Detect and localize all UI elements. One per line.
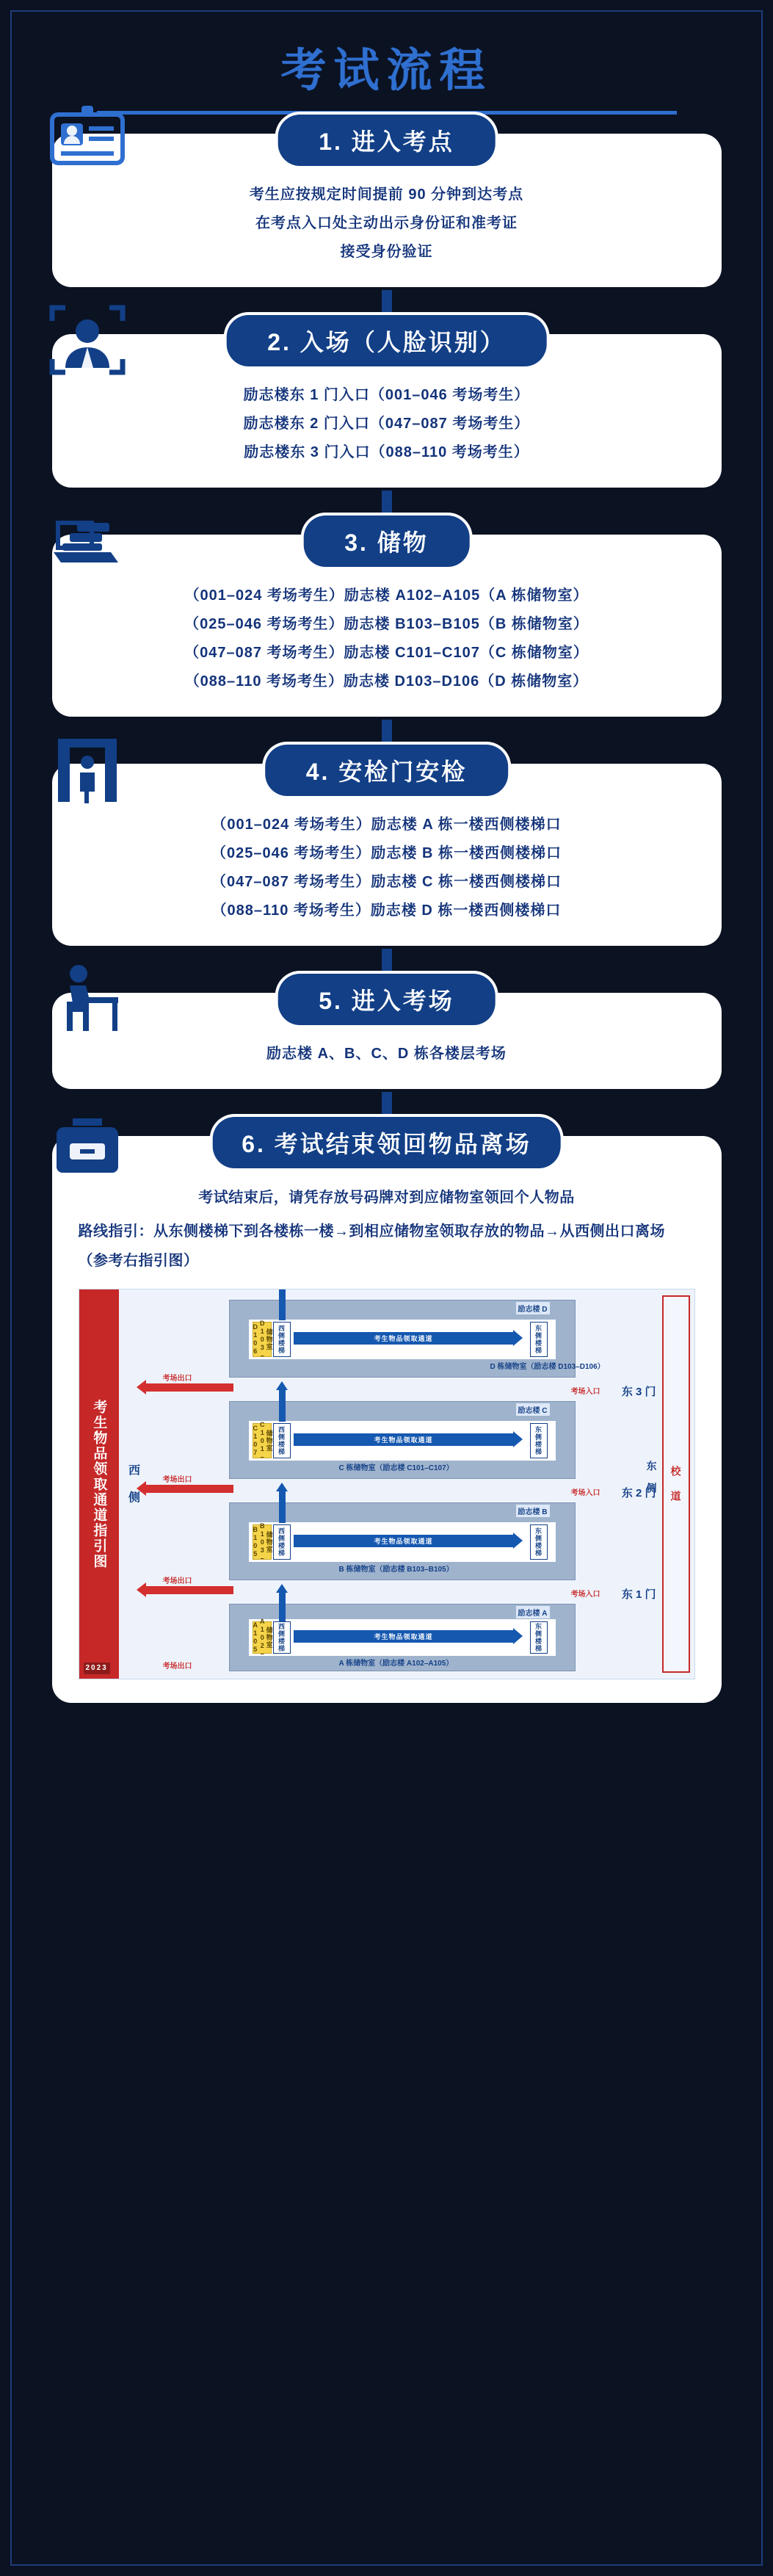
step-1-banner: 1. 进入考点 bbox=[277, 115, 496, 166]
building-b-storage-room: 储物室 B103–B105 bbox=[251, 1522, 273, 1563]
step-3-line-1: （001–024 考场考生）励志楼 A102–A105（A 栋储物室） bbox=[184, 587, 589, 604]
east-gate-3: 东 3 门 bbox=[621, 1386, 656, 1398]
step-6-banner: 6. 考试结束领回物品离场 bbox=[212, 1117, 561, 1168]
step-1-line-3: 接受身份验证 bbox=[340, 244, 433, 260]
step-2 bbox=[35, 329, 739, 488]
campus-road bbox=[662, 1295, 690, 1673]
step-2-lines bbox=[71, 377, 703, 468]
step-2-banner: 2. 入场（人脸识别） bbox=[226, 315, 547, 366]
building-a-up-arrow bbox=[279, 1592, 286, 1621]
building-c-east-stair: 东侧楼梯 bbox=[530, 1423, 548, 1458]
step-1-line-1: 考生应按规定时间提前 90 分钟到达考点 bbox=[249, 187, 524, 203]
route-guide-map bbox=[79, 1289, 695, 1679]
step-3-line-4: （088–110 考场考生）励志楼 D103–D106（D 栋储物室） bbox=[184, 673, 589, 690]
exit-label-a: 考场出口 bbox=[162, 1663, 192, 1671]
exit-arrow-d bbox=[145, 1383, 233, 1392]
east-gate-2: 东 2 门 bbox=[621, 1487, 656, 1499]
step-1-line-2: 在考点入口处主动出示身份证和准考证 bbox=[255, 215, 518, 231]
step-4-line-2: （025–046 考场考生）励志楼 B 栋一楼西侧楼梯口 bbox=[211, 845, 562, 861]
step-2-line-3: 励志楼东 3 门入口（088–110 考场考生） bbox=[244, 444, 529, 460]
step-4 bbox=[35, 759, 739, 946]
backpack-icon bbox=[48, 1102, 127, 1182]
step-5-lines bbox=[71, 1035, 703, 1070]
building-c-name: 励志楼 C bbox=[515, 1403, 551, 1417]
entry-label-1: 考场入口 bbox=[570, 1591, 600, 1599]
campus-road-label: 校 道 bbox=[669, 1466, 682, 1502]
east-gate-1: 东 1 门 bbox=[621, 1588, 656, 1601]
step-5 bbox=[35, 988, 739, 1089]
steps-flow bbox=[0, 129, 773, 1753]
building-b-name: 励志楼 B bbox=[515, 1504, 551, 1518]
exit-label-d: 考场出口 bbox=[162, 1375, 192, 1383]
building-d-up-arrow bbox=[279, 1289, 286, 1320]
step-6-paragraph-2: 路线指引：从东侧楼梯下到各楼栋一楼→到相应储物室领取存放的物品→从西侧出口离场（参考右指引图） bbox=[78, 1223, 665, 1269]
step-3-lines bbox=[71, 577, 703, 698]
exit-label-c: 考场出口 bbox=[162, 1476, 192, 1484]
step-2-line-1: 励志楼东 1 门入口（001–046 考场考生） bbox=[243, 387, 530, 403]
step-6 bbox=[35, 1131, 739, 1703]
entry-label-3: 考场入口 bbox=[570, 1388, 600, 1396]
map-year: 2023 bbox=[84, 1663, 110, 1675]
step-2-line-2: 励志楼东 2 门入口（047–087 考场考生） bbox=[243, 416, 530, 432]
building-b-east-stair: 东侧楼梯 bbox=[530, 1524, 548, 1560]
step-1 bbox=[35, 129, 739, 287]
step-3-banner: 3. 储物 bbox=[303, 515, 470, 567]
building-d-room-label: D 栋储物室（励志楼 D103–D106） bbox=[490, 1363, 605, 1371]
exit-arrow-c bbox=[145, 1485, 233, 1493]
exit-arrow-b bbox=[145, 1586, 233, 1594]
exit-label-b: 考场出口 bbox=[162, 1577, 192, 1585]
building-d-storage-room: 储物室 D103–D106 bbox=[251, 1319, 273, 1360]
step-4-line-4: （088–110 考场考生）励志楼 D 栋一楼西侧楼梯口 bbox=[211, 902, 562, 919]
building-d-east-stair: 东侧楼梯 bbox=[530, 1322, 548, 1357]
step-1-card bbox=[52, 129, 722, 287]
building-d-route-bar: 考生物品领取通道 bbox=[294, 1332, 514, 1345]
map-east-label: 东 侧 bbox=[645, 1461, 658, 1493]
step-4-banner: 4. 安检门安检 bbox=[265, 745, 509, 796]
map-body bbox=[119, 1289, 694, 1679]
building-c-up-arrow bbox=[279, 1389, 286, 1422]
face-recognition-icon bbox=[48, 300, 127, 380]
step-5-card bbox=[52, 988, 722, 1089]
storage-books-icon bbox=[48, 501, 127, 580]
step-1-lines bbox=[71, 176, 703, 268]
building-c-route-bar: 考生物品领取通道 bbox=[294, 1433, 514, 1446]
student-desk-icon bbox=[48, 959, 127, 1038]
security-gate-icon bbox=[48, 730, 127, 809]
building-a-route-bar: 考生物品领取通道 bbox=[294, 1630, 514, 1643]
building-a-west-stair: 西侧楼梯 bbox=[273, 1621, 291, 1654]
map-side-title: 考生物品领取通道指引图 bbox=[91, 1399, 107, 1569]
building-b-up-arrow bbox=[279, 1491, 286, 1523]
building-b-route-bar: 考生物品领取通道 bbox=[294, 1535, 514, 1547]
building-d-west-stair: 西侧楼梯 bbox=[273, 1322, 291, 1357]
building-a-name: 励志楼 A bbox=[515, 1605, 551, 1619]
map-west-label: 西 侧 bbox=[126, 1464, 139, 1505]
building-c-room-label: C 栋储物室（励志楼 C101–C107） bbox=[338, 1464, 454, 1472]
building-a-room-label: A 栋储物室（励志楼 A102–A105） bbox=[338, 1660, 454, 1668]
building-b-west-stair: 西侧楼梯 bbox=[273, 1524, 291, 1560]
step-3-line-3: （047–087 考场考生）励志楼 C101–C107（C 栋储物室） bbox=[184, 645, 589, 661]
step-4-lines bbox=[71, 806, 703, 927]
step-5-banner: 5. 进入考场 bbox=[277, 974, 496, 1025]
building-c-west-stair: 西侧楼梯 bbox=[273, 1423, 291, 1458]
step-3-card bbox=[52, 529, 722, 717]
step-2-card bbox=[52, 329, 722, 488]
id-card-icon bbox=[48, 100, 127, 179]
building-b-room-label: B 栋储物室（励志楼 B103–B105） bbox=[338, 1566, 454, 1574]
step-6-card bbox=[52, 1131, 722, 1703]
page-title: 考试流程 bbox=[280, 46, 493, 96]
step-4-line-1: （001–024 考场考生）励志楼 A 栋一楼西侧楼梯口 bbox=[211, 817, 562, 833]
map-side-title-bar bbox=[79, 1289, 119, 1679]
building-a-east-stair: 东侧楼梯 bbox=[530, 1621, 548, 1654]
step-4-card bbox=[52, 759, 722, 946]
building-a-storage-room: 储物室 A102–A105 bbox=[251, 1617, 273, 1658]
step-3 bbox=[35, 529, 739, 717]
building-d-name: 励志楼 D bbox=[515, 1301, 551, 1315]
step-3-line-2: （025–046 考场考生）励志楼 B103–B105（B 栋储物室） bbox=[184, 616, 589, 632]
step-6-paragraph-1: 考试结束后，请凭存放号码牌对到应储物室领回个人物品 bbox=[198, 1190, 575, 1206]
building-c-storage-room: 储物室 C101–C107 bbox=[251, 1420, 273, 1461]
step-5-line-1: 励志楼 A、B、C、D 栋各楼层考场 bbox=[266, 1046, 507, 1062]
step-4-line-3: （047–087 考场考生）励志楼 C 栋一楼西侧楼梯口 bbox=[211, 874, 562, 890]
entry-label-2: 考场入口 bbox=[570, 1489, 600, 1497]
